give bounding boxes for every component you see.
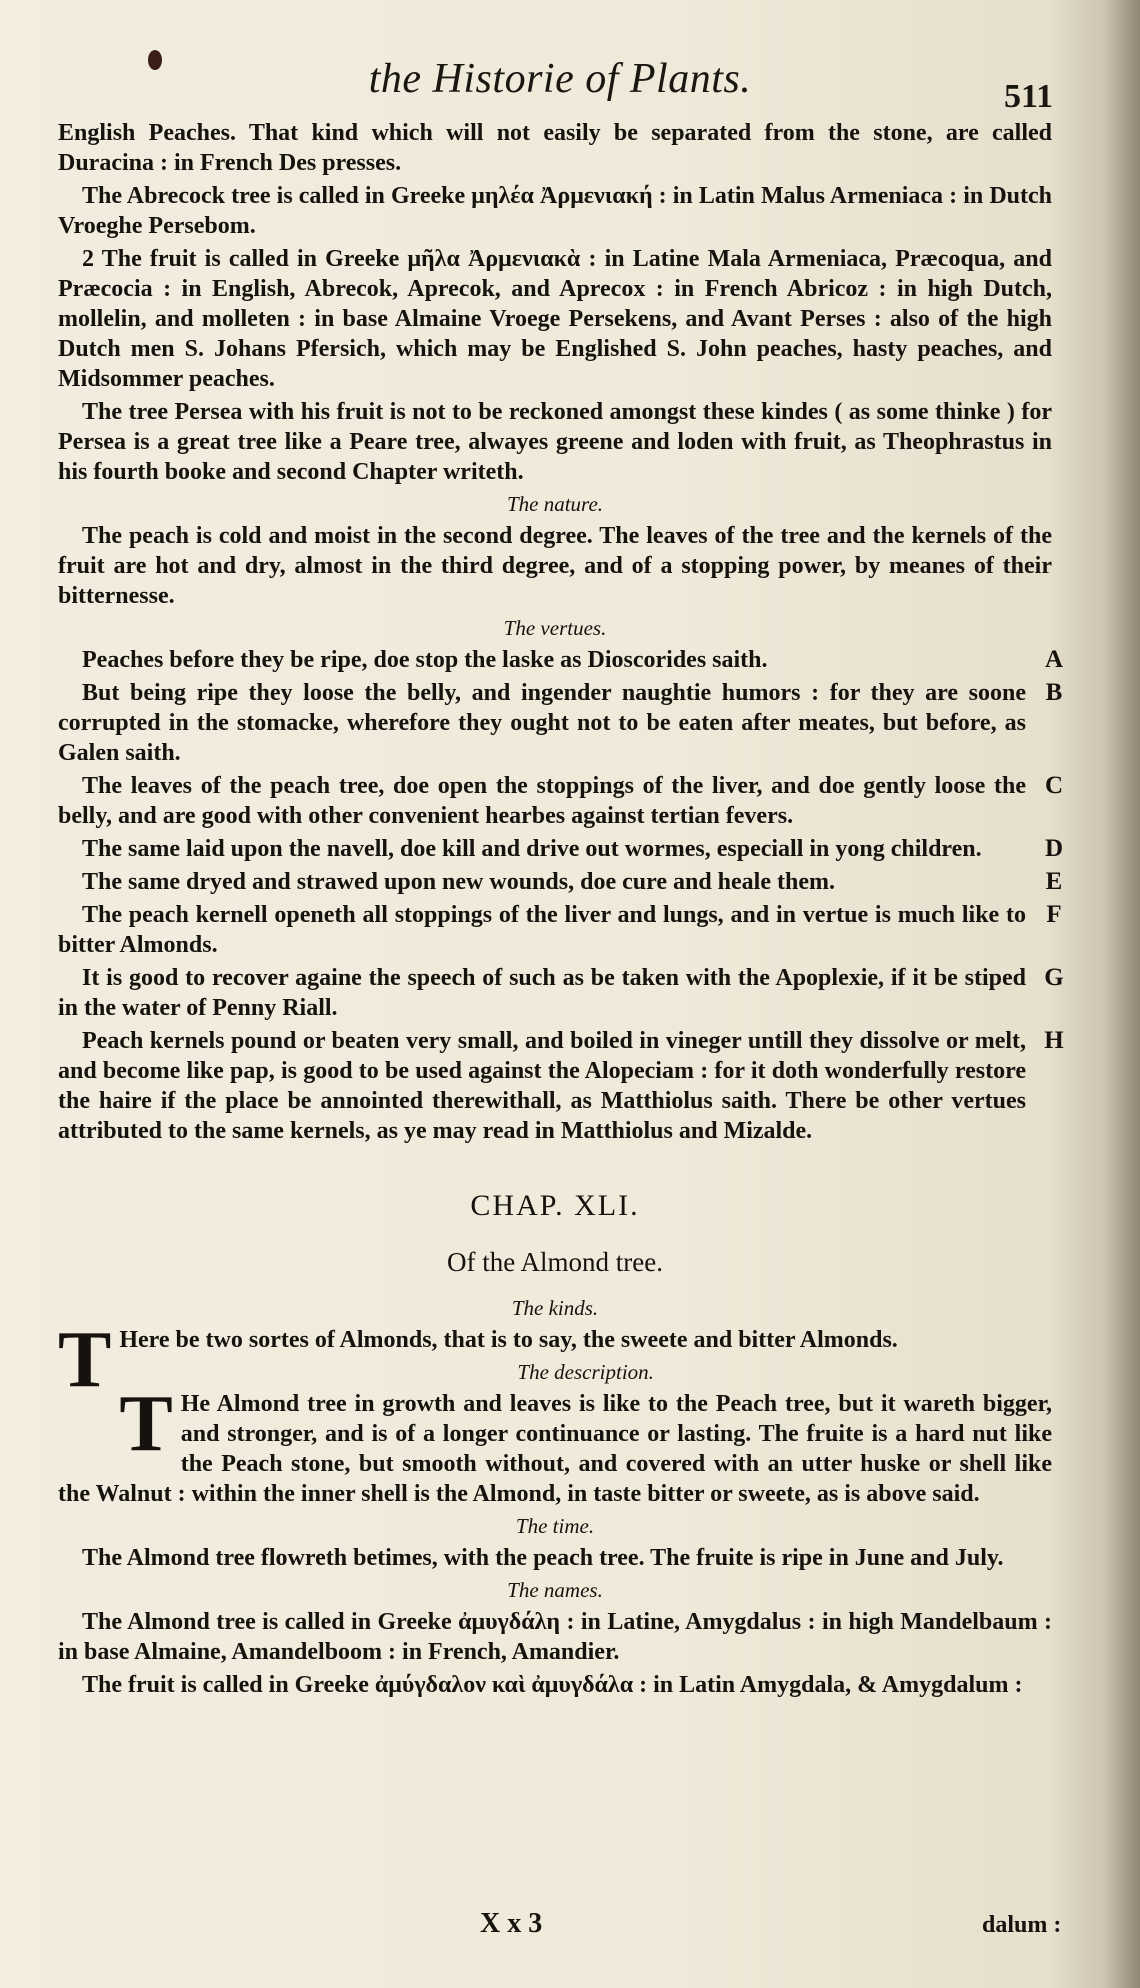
margin-marker: F xyxy=(1046,901,1062,928)
margin-marker: B xyxy=(1045,679,1063,706)
margin-marker: G xyxy=(1044,964,1064,991)
paragraph-nature: The peach is cold and moist in the second degree. The leaves of the tree and the kernels of the fruit are hot and dry, almost in the third degree, and of a stopping power, by meanes of their bitternesse. xyxy=(58,523,1052,609)
paragraph-time: The Almond tree flowreth betimes, with the peach tree. The fruite is ripe in June and July. xyxy=(82,1545,1004,1571)
vertue-text: Peach kernels pound or beaten very small, and boiled in vineger untill they dissolve or melt, and become like pap, is good to be used against the Alopeciam : for it doth wonderfully restore the haire if the place be annointed therewithall, as Matthiolus saith. There be other vertues attributed to the same kernels, as ye may read in Matthiolus and Mizalde. xyxy=(58,1028,1026,1144)
vertue-item xyxy=(58,645,1064,675)
page-number: 511 xyxy=(1004,78,1054,115)
margin-marker: D xyxy=(1044,835,1064,862)
vertue-text: It is good to recover againe the speech of such as be taken with the Apoplexie, if it be stiped in the water of Penny Riall. xyxy=(58,965,1026,1021)
catchword: dalum : xyxy=(982,1912,1062,1938)
vertue-item xyxy=(58,834,1064,864)
paragraph-persea: The tree Persea with his fruit is not to be reckoned amongst these kindes ( as some thinke ) for Persea is a great tree like a Peare tree, alwayes greene and loden with fruit, as Theophrastus in his fourth booke and second Chapter writeth. xyxy=(58,399,1052,485)
section-heading-time: The time. xyxy=(515,1514,595,1538)
section-heading-kinds: The kinds. xyxy=(511,1296,599,1320)
paragraph-abrecock-tree: The Abrecock tree is called in Greeke μηλέα Ἀρμενιακή : in Latin Malus Armeniaca : in Dutch Vroeghe Persebom. xyxy=(58,183,1052,239)
vertue-text: The same dryed and strawed upon new wounds, doe cure and heale them. xyxy=(82,869,835,895)
ink-blot xyxy=(148,50,162,70)
paragraph-description-text: He Almond tree in growth and leaves is like to the Peach tree, but it wareth bigger, and stronger, and is of a longer continuance or lasting. The fruite is a hard nut like the Peach stone, but smooth without, and covered with an utter huske or shell like the Walnut : within the inner shell is the Almond, in taste bitter or sweete, as is above said. xyxy=(58,1391,1052,1507)
running-title: the Historie of Plants. xyxy=(368,56,752,102)
vertue-item xyxy=(58,867,1063,897)
paragraph-abrecock-fruit: 2 The fruit is called in Greeke μῆλα Ἀρμενιακὰ : in Latine Mala Armeniaca, Præcoqua, and Præcocia : in English, Abrecok, Aprecok, and Aprecox : in French Abricoz : in high Dutch, mollelin, and molleten : in base Almaine Vroege Persekens, and Avant Perses : also of the high Dutch men S. Johans Pfersich, which may be Englished S. John peaches, hasty peaches, and Midsommer peaches. xyxy=(58,246,1052,392)
section-heading-description: The description. xyxy=(517,1360,654,1384)
vertue-text: The peach kernell openeth all stoppings of the liver and lungs, and in vertue is much like to bitter Almonds. xyxy=(58,902,1026,958)
paragraph-description xyxy=(58,1380,1052,1509)
page-gutter-shadow xyxy=(1104,0,1140,1988)
vertue-item xyxy=(58,963,1064,1023)
page-body xyxy=(58,118,1064,1703)
drop-cap: T xyxy=(58,1316,112,1404)
vertue-item xyxy=(58,900,1062,960)
paragraph-kinds-text: Here be two sortes of Almonds, that is to say, the sweete and bitter Almonds. xyxy=(119,1327,898,1353)
vertue-text: The leaves of the peach tree, doe open the stoppings of the liver, and doe gently loose the belly, and are good with other convenient hearbes against tertian fevers. xyxy=(58,773,1026,829)
section-heading-names: The names. xyxy=(507,1578,603,1602)
vertue-text: Peaches before they be ripe, doe stop the laske as Dioscorides saith. xyxy=(82,647,768,673)
drop-cap: T xyxy=(119,1380,173,1468)
margin-marker: H xyxy=(1044,1027,1064,1054)
vertue-item xyxy=(58,771,1064,831)
chapter-title: Of the Almond tree. xyxy=(447,1247,663,1277)
chapter-number: CHAP. XLI. xyxy=(470,1189,640,1222)
section-heading-vertues: The vertues. xyxy=(503,616,607,640)
margin-marker: E xyxy=(1045,868,1063,895)
paragraph-names-tree: The Almond tree is called in Greeke ἀμυγδάλη : in Latine, Amygdalus : in high Mandelbaum : in base Almaine, Amandelboom : in French, Amandier. xyxy=(58,1609,1052,1665)
margin-marker: A xyxy=(1044,646,1064,673)
signature-mark: X x 3 xyxy=(480,1908,543,1939)
vertue-item xyxy=(58,678,1063,768)
section-heading-nature: The nature. xyxy=(506,492,604,516)
paragraph-duracina: English Peaches. That kind which will not easily be separated from the stone, are called Duracina : in French Des presses. xyxy=(58,120,1052,176)
vertue-item xyxy=(58,1026,1064,1146)
vertue-text: But being ripe they loose the belly, and ingender naughtie humors : for they are soone corrupted in the stomacke, wherefore they ought not to be eaten after meates, but before, as Galen saith. xyxy=(58,680,1026,766)
margin-marker: C xyxy=(1044,772,1064,799)
paragraph-names-fruit: The fruit is called in Greeke ἀμύγδαλον καὶ ἀμυγδάλα : in Latin Amygdala, & Amygdalum : xyxy=(82,1672,1023,1698)
vertue-text: The same laid upon the navell, doe kill and drive out wormes, especiall in yong children. xyxy=(82,836,982,862)
